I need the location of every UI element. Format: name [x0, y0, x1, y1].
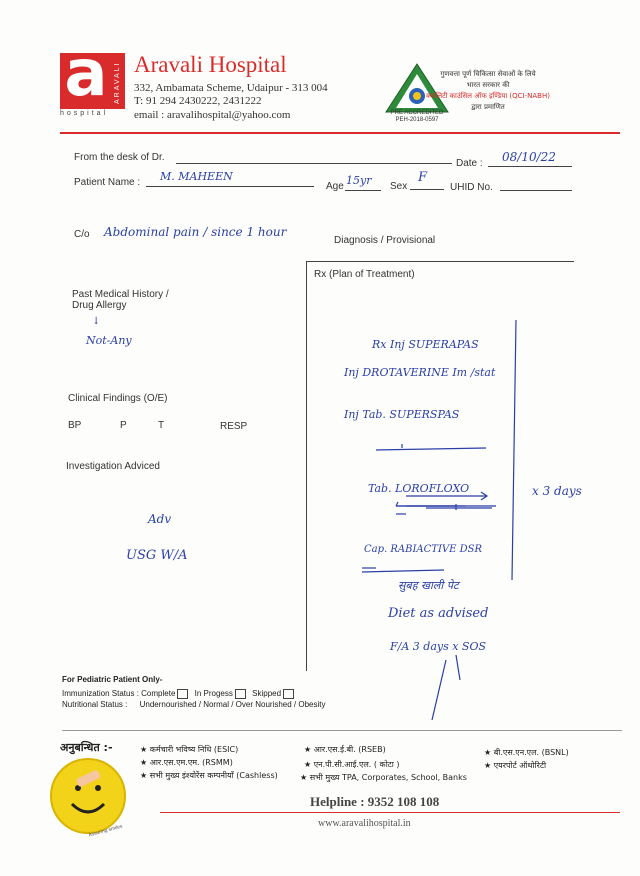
history-value: Not-Any [86, 334, 132, 347]
investigation-value-1: Adv [148, 512, 172, 526]
smile-caption: Assuring smiles [87, 823, 124, 839]
sex-label: Sex [390, 181, 408, 192]
nutritional-options: Undernourished / Normal / Over Nourished / Obesity [139, 700, 326, 709]
accreditation-caption: PRE ACCREDITED [390, 110, 444, 116]
rx-line-4: Tab. LOROFLOXO [368, 482, 470, 495]
co-value: Abdominal pain / since 1 hour [104, 225, 287, 239]
rx-line-5: Cap. RABIACTIVE DSR [364, 544, 483, 555]
rx-line-3: Inj Tab. SUPERSPAS [344, 408, 460, 421]
hospital-address: 332, Ambamata Scheme, Udaipur - 313 004 [134, 82, 328, 94]
service-esic: ★ कर्मचारी भविष्य निधि (ESIC) [140, 745, 239, 754]
doctor-name-line [176, 163, 452, 164]
smile-logo-icon [50, 758, 126, 834]
logo-letter: a [64, 37, 108, 111]
service-rseb: ★ आर.एस.ई.बी. (RSEB) [304, 745, 386, 754]
from-desk-label: From the desk of Dr. [74, 152, 165, 163]
rx-line-8: F/A 3 days x SOS [390, 640, 487, 653]
hospital-phone: T: 91 294 2430222, 2431222 [134, 95, 262, 107]
service-insurance: ★ सभी मुख्य इंश्योरेंस कम्पनीयाँ (Cashless) [140, 771, 278, 780]
t-label: T [158, 420, 165, 431]
sex-line [410, 189, 444, 190]
resp-label: RESP [220, 421, 248, 432]
rx-line-7: Diet as advised [388, 606, 489, 621]
service-rsmm: ★ आर.एस.एम.एम. (RSMM) [140, 758, 233, 767]
service-npcil: ★ एन.पी.सी.आई.एल. ( कोटा ) [304, 760, 400, 769]
history-label-2: Drug Allergy [72, 300, 127, 311]
smile-face-icon [52, 760, 124, 832]
p-label: P [120, 420, 127, 431]
date-value: 08/10/22 [502, 150, 556, 164]
nutritional-row [62, 700, 325, 709]
accreditation-code: PEH-2018-0597 [395, 117, 439, 123]
service-bsnl: ★ बी.एस.एन.एल. (BSNL) [484, 748, 569, 757]
rx-line-6: सुबह खाली पेट [398, 579, 459, 592]
hospital-name: Aravali Hospital [134, 52, 287, 77]
nutritional-label: Nutritional Status : [62, 700, 128, 709]
pediatric-title: For Pediatric Patient Only- [62, 675, 163, 684]
rx-label: Rx (Plan of Treatment) [314, 269, 415, 280]
logo-vertical-text: ARAVALI [114, 61, 121, 104]
hospital-email: email : aravalihospital@yahoo.com [134, 109, 291, 121]
history-arrow: ↓ [92, 316, 101, 327]
rx-duration: x 3 days [532, 484, 582, 498]
complete-checkbox[interactable] [177, 689, 188, 699]
investigation-value-2: USG W/A [126, 548, 188, 563]
rx-pen-strokes [306, 320, 606, 720]
skipped-checkbox[interactable] [283, 689, 294, 699]
in-progress-checkbox[interactable] [235, 689, 246, 699]
bp-label: BP [68, 420, 82, 431]
in-progress-label: In Progess [194, 689, 233, 699]
rx-line-1: Rx Inj SUPERAPAS [372, 338, 479, 351]
patient-name-line [146, 186, 314, 187]
accreditation-hindi-4: द्वारा प्रमाणित [471, 103, 505, 111]
service-airport: ★ एयरपोर्ट ऑथोरिटी [484, 761, 547, 770]
age-value: 15yr [346, 174, 372, 187]
patient-name-label: Patient Name : [74, 177, 141, 188]
helpline-rule [160, 812, 620, 813]
skipped-label: Skipped [252, 689, 282, 699]
header-divider [60, 132, 620, 134]
co-label: C/o [74, 229, 90, 240]
clinical-label: Clinical Findings (O/E) [68, 393, 168, 404]
uhid-line [500, 190, 572, 191]
uhid-label: UHID No. [450, 182, 493, 193]
footer-divider [62, 730, 622, 731]
service-tpa: ★ सभी मुख्य TPA, Corporates, School, Banks [300, 773, 467, 782]
age-line [345, 190, 381, 191]
complete-label: Complete [141, 689, 176, 699]
approved-label: अनुबन्धित :- [60, 741, 113, 754]
logo-subtitle: hospital [60, 110, 109, 117]
age-label: Age [326, 181, 344, 192]
accreditation-hindi-3: क्वालिटी काउंसिल ऑफ इण्डिया (QCI-NABH) [426, 92, 550, 100]
helpline: Helpline : 9352 108 108 [310, 794, 440, 809]
accreditation-hindi-1: गुणवत्ता पूर्ण चिकित्सा सेवाओं के लिये [440, 70, 536, 78]
accreditation-hindi-2: भारत सरकार की [466, 81, 510, 89]
date-line [488, 166, 572, 167]
sex-value: F [418, 170, 428, 185]
immunization-label: Immunization Status : [62, 689, 139, 699]
diagnosis-label: Diagnosis / Provisional [334, 235, 436, 246]
rx-line-2: Inj DROTAVERINE Im /stat [344, 366, 496, 379]
history-label-1: Past Medical History / [72, 289, 169, 300]
rx-top-rule [306, 261, 574, 262]
investigation-label: Investigation Adviced [66, 461, 160, 472]
website-link[interactable]: www.aravalihospital.in [318, 818, 411, 829]
immunization-row [62, 689, 298, 699]
patient-name-value: M. MAHEEN [160, 170, 233, 183]
date-label: Date : [456, 158, 483, 169]
